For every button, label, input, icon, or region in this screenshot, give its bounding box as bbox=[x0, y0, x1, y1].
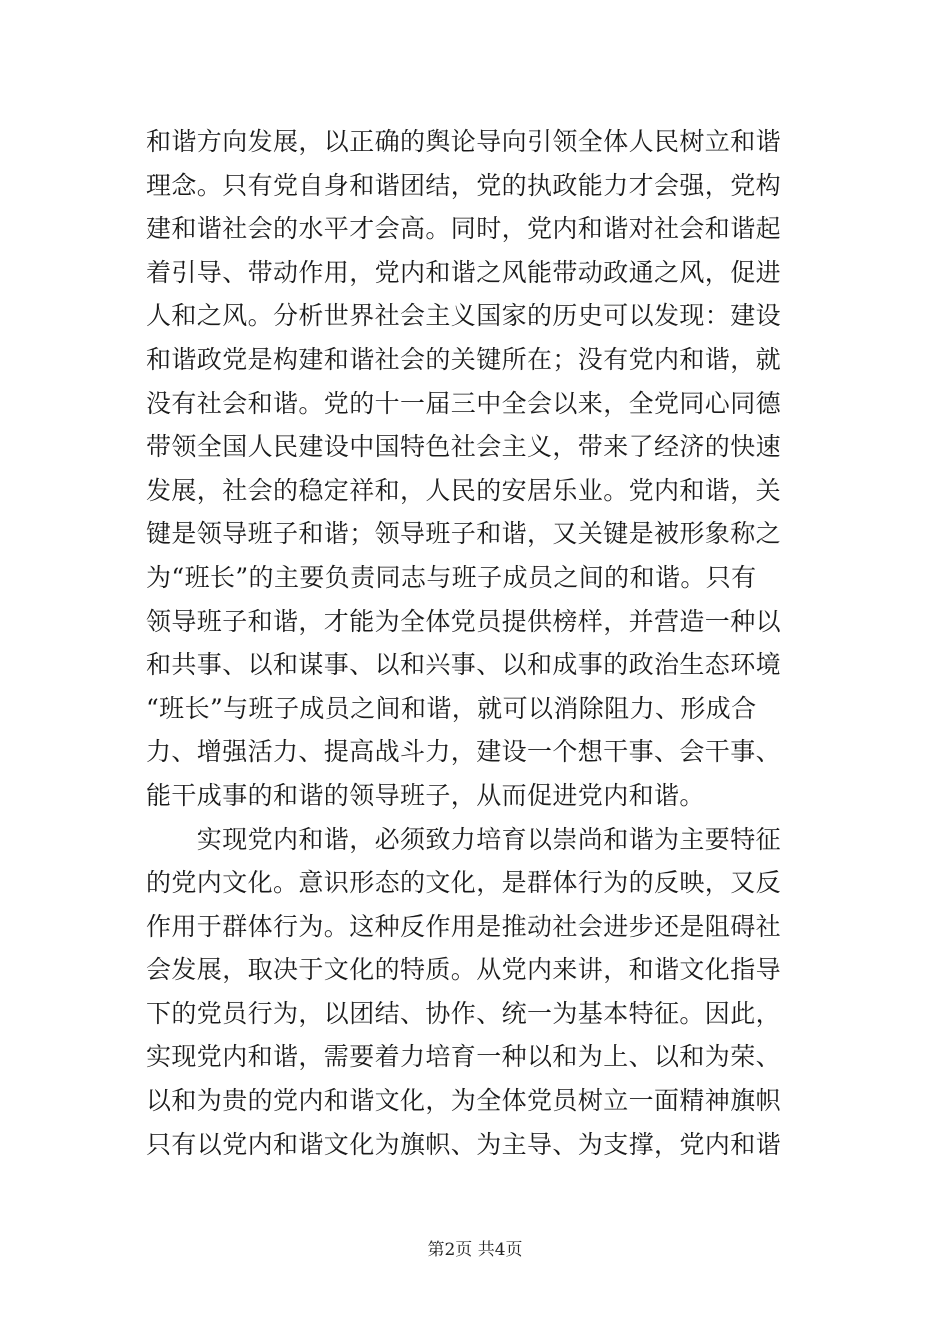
text-line: 领导班子和谐，才能为全体党员提供榜样，并营造一种以 bbox=[146, 606, 782, 636]
text-line: 和谐政党是构建和谐社会的关键所在；没有党内和谐，就 bbox=[146, 344, 782, 374]
text-line: 理念。只有党自身和谐团结，党的执政能力才会强，党构 bbox=[146, 170, 782, 200]
text-line: “班长”与班子成员之间和谐，就可以消除阻力、形成合 bbox=[146, 693, 757, 723]
text-line: 着引导、带动作用，党内和谐之风能带动政通之风，促进 bbox=[146, 257, 782, 287]
text-line: 为“班长”的主要负责同志与班子成员之间的和谐。只有 bbox=[146, 562, 757, 592]
text-line: 没有社会和谐。党的十一届三中全会以来，全党同心同德 bbox=[146, 388, 782, 418]
paragraph-start-line: 实现党内和谐，必须致力培育以崇尚和谐为主要特征 bbox=[146, 824, 782, 854]
text-line: 人和之风。分析世界社会主义国家的历史可以发现：建设 bbox=[146, 301, 782, 331]
text-line: 力、增强活力、提高战斗力，建设一个想干事、会干事、 bbox=[146, 737, 782, 767]
text-line: 发展，社会的稳定祥和，人民的安居乐业。党内和谐，关 bbox=[146, 475, 782, 505]
text-line: 的党内文化。意识形态的文化，是群体行为的反映，又反 bbox=[146, 868, 782, 898]
text-line: 会发展，取决于文化的特质。从党内来讲，和谐文化指导 bbox=[146, 955, 782, 985]
text-line: 实现党内和谐，需要着力培育一种以和为上、以和为荣、 bbox=[146, 1042, 782, 1072]
text-line: 能干成事的和谐的领导班子，从而促进党内和谐。 bbox=[146, 780, 705, 810]
text-line: 以和为贵的党内和谐文化，为全体党员树立一面精神旗帜 bbox=[146, 1086, 782, 1116]
text-line: 带领全国人民建设中国特色社会主义，带来了经济的快速 bbox=[146, 432, 782, 462]
text-line: 和谐方向发展，以正确的舆论导向引领全体人民树立和谐 bbox=[146, 127, 782, 156]
text-line: 和共事、以和谋事、以和兴事、以和成事的政治生态环境 bbox=[146, 650, 782, 680]
text-line: 建和谐社会的水平才会高。同时，党内和谐对社会和谐起 bbox=[146, 214, 782, 244]
body-text bbox=[146, 120, 806, 1166]
page-number-footer: 第2页 共4页 bbox=[427, 1240, 523, 1260]
text-line: 下的党员行为，以团结、协作、统一为基本特征。因此， bbox=[146, 998, 782, 1028]
text-line: 键是领导班子和谐；领导班子和谐，又关键是被形象称之 bbox=[146, 519, 782, 549]
text-line: 作用于群体行为。这种反作用是推动社会进步还是阻碍社 bbox=[146, 911, 782, 941]
text-line: 只有以党内和谐文化为旗帜、为主导、为支撑，党内和谐 bbox=[146, 1129, 782, 1159]
